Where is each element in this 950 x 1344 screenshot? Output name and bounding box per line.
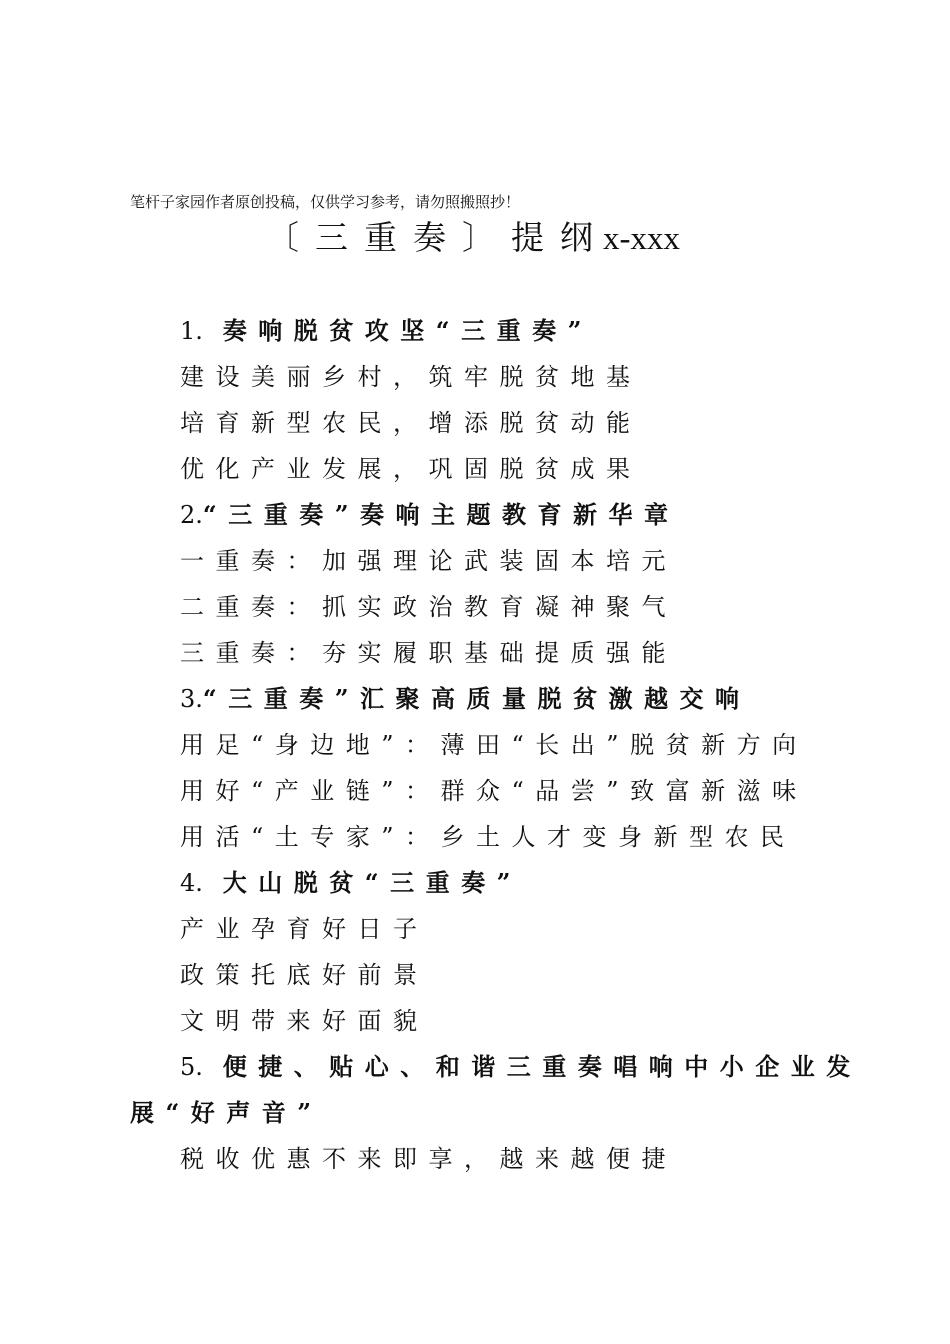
section-number: 1. bbox=[180, 317, 203, 345]
title-code: x-xxx bbox=[603, 221, 680, 257]
list-item: 二重奏：抓实政治教育凝神聚气 bbox=[180, 593, 677, 621]
list-item: 用好“产业链”：群众“品尝”致富新滋味 bbox=[180, 777, 808, 805]
list-item: 税收优惠不来即享，越来越便捷 bbox=[180, 1145, 677, 1173]
list-item: 产业孕育好日子 bbox=[180, 915, 429, 943]
list-item: 培育新型农民，增添脱贫动能 bbox=[180, 409, 642, 437]
section-heading-text: 大山脱贫“三重奏” bbox=[222, 868, 522, 897]
section-heading-text: 便捷、贴心、和谐三重奏唱响中小企业发 bbox=[222, 1052, 862, 1081]
section-heading-text: “三重奏”汇聚高质量脱贫激越交响 bbox=[202, 684, 751, 713]
list-item: 用足“身边地”：薄田“长出”脱贫新方向 bbox=[180, 731, 808, 759]
list-item: 一重奏：加强理论武装固本培元 bbox=[180, 547, 677, 575]
section-heading-2 bbox=[180, 500, 680, 530]
list-item: 优化产业发展，巩固脱贫成果 bbox=[180, 455, 642, 483]
section-number: 2. bbox=[180, 501, 203, 529]
section-heading-3 bbox=[180, 684, 751, 714]
document-title bbox=[266, 212, 680, 259]
list-item: 文明带来好面貌 bbox=[180, 1007, 429, 1035]
section-number: 3. bbox=[180, 685, 203, 713]
section-heading-5 bbox=[180, 1052, 862, 1082]
section-number: 5. bbox=[180, 1053, 203, 1081]
copyright-notice: 笔杆子家园作者原创投稿，仅供学习参考，请勿照搬照抄！ bbox=[130, 193, 521, 211]
section-heading-text: “三重奏”奏响主题教育新华章 bbox=[202, 500, 680, 529]
section-heading-1 bbox=[180, 316, 593, 346]
list-item: 用活“土专家”：乡土人才变身新型农民 bbox=[180, 823, 796, 851]
list-item: 建设美丽乡村，筑牢脱贫地基 bbox=[180, 363, 642, 391]
section-heading-text: 奏响脱贫攻坚“三重奏” bbox=[222, 316, 593, 345]
section-number: 4. bbox=[180, 869, 203, 897]
list-item: 政策托底好前景 bbox=[180, 961, 429, 989]
section-heading-5-continued: 展“好声音” bbox=[130, 1098, 323, 1127]
title-text: 〔三重奏〕提纲 bbox=[266, 218, 609, 257]
list-item: 三重奏：夯实履职基础提质强能 bbox=[180, 639, 677, 667]
section-heading-4 bbox=[180, 868, 522, 898]
